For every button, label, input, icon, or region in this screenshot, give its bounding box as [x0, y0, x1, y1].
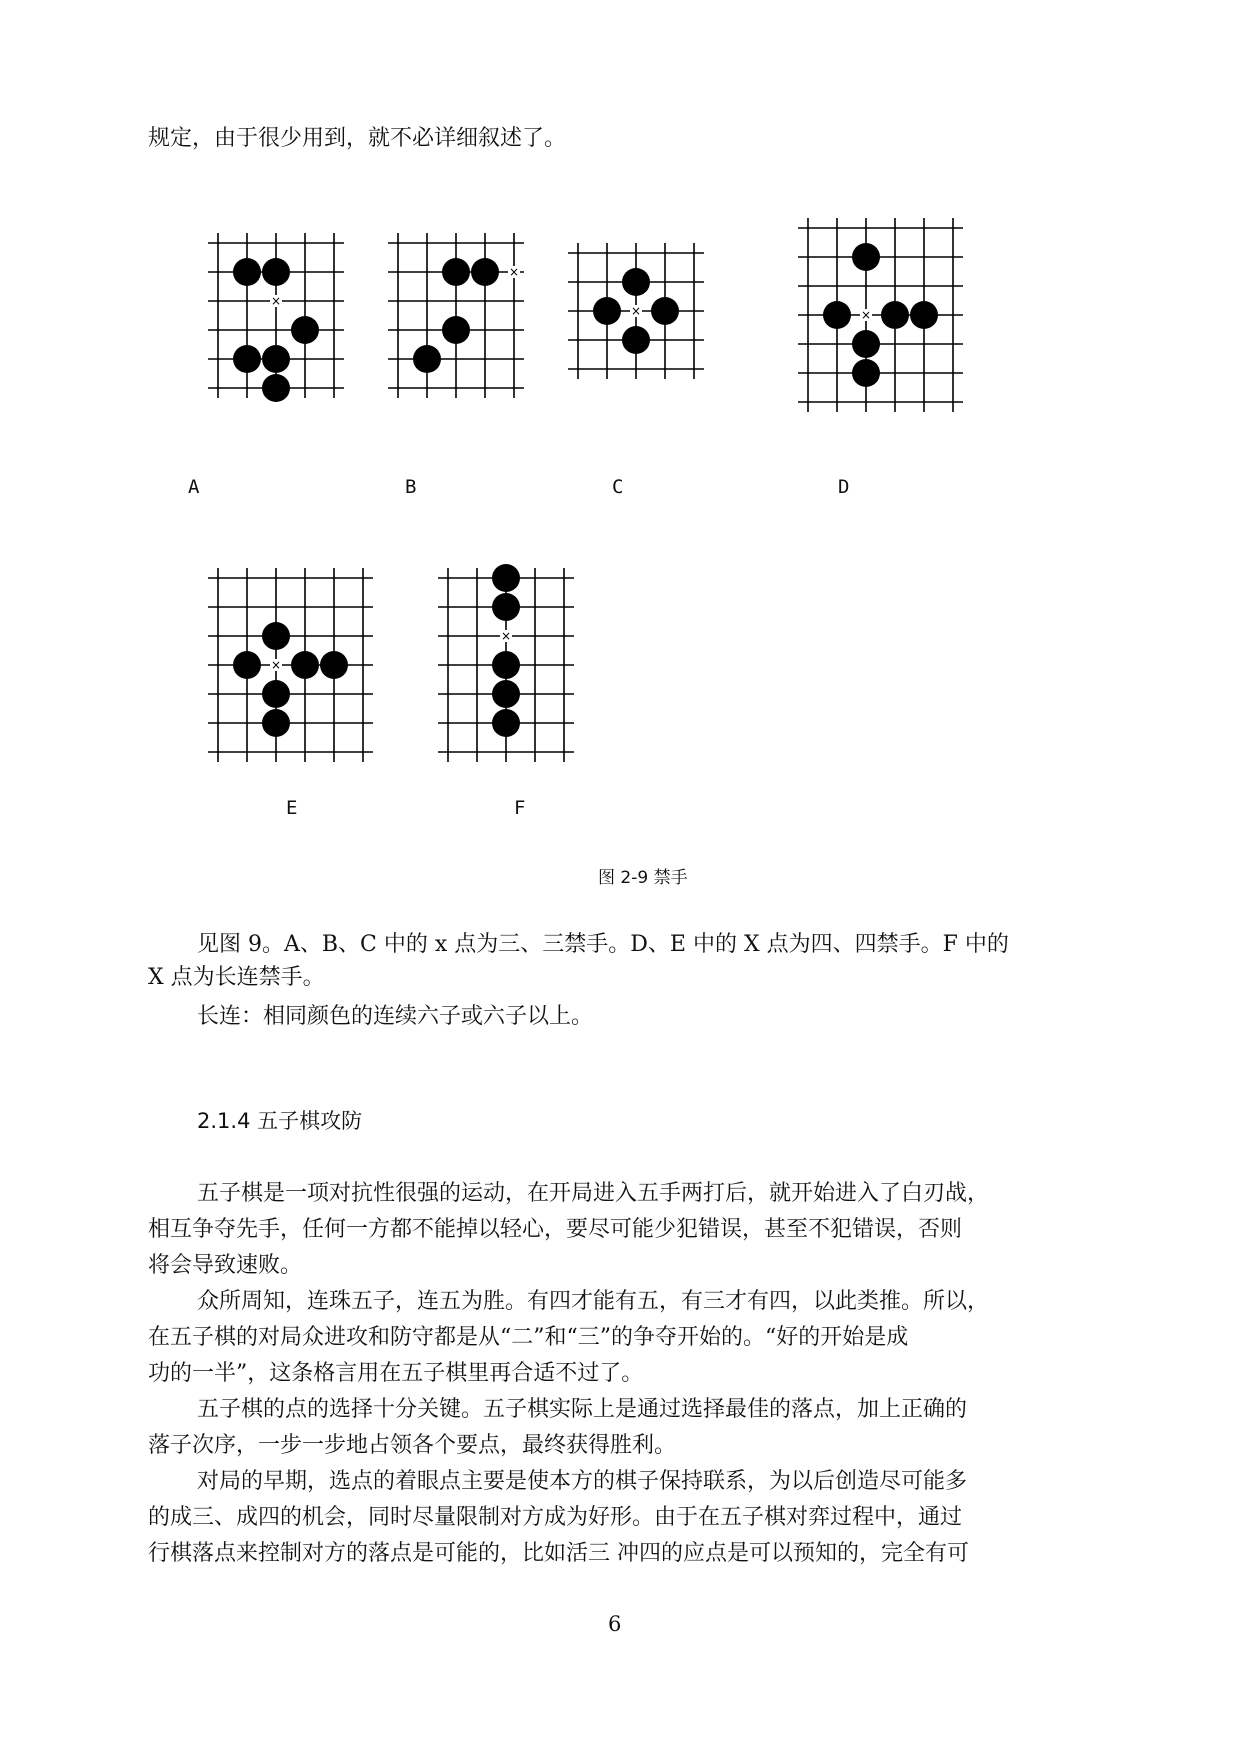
figure-caption: 图 2-9 禁手 [598, 868, 688, 888]
black-stone [442, 258, 470, 286]
section-heading: 2.1.4 五子棋攻防 [197, 1109, 363, 1133]
diagram-label-a: A [188, 476, 200, 498]
body-line: 落子次序，一步一步地占领各个要点，最终获得胜利。 [148, 1433, 677, 1458]
diagram-label-c: C [612, 476, 624, 498]
forbidden-point-mark: × [630, 304, 642, 318]
body-line: 相互争夺先手，任何一方都不能掉以轻心，要尽可能少犯错误，甚至不犯错误，否则 [148, 1217, 963, 1242]
board-diagram-a [200, 225, 352, 406]
diagram-label-b: B [405, 476, 417, 498]
black-stone [291, 651, 319, 679]
black-stone [233, 345, 261, 373]
diagram-label-f: F [514, 797, 526, 819]
black-stone [262, 709, 290, 737]
board-diagram-d [790, 210, 971, 420]
body-line: 将会导致速败。 [148, 1253, 303, 1278]
board-diagram-b [380, 225, 532, 406]
black-stone [852, 359, 880, 387]
black-stone [852, 243, 880, 271]
black-stone [262, 345, 290, 373]
black-stone [291, 316, 319, 344]
black-stone [492, 564, 520, 592]
body-line: 众所周知，连珠五子，连五为胜。有四才能有五，有三才有四，以此类推。所以， [197, 1289, 990, 1314]
black-stone [492, 709, 520, 737]
black-stone [471, 258, 499, 286]
body-line: 五子棋的点的选择十分关键。五子棋实际上是通过选择最佳的落点，加上正确的 [197, 1397, 968, 1422]
forbidden-point-mark: × [508, 265, 520, 279]
black-stone [852, 330, 880, 358]
board-diagram-f [430, 560, 582, 770]
diagram-label-d: D [838, 476, 850, 498]
intro-text: 规定，由于很少用到，就不必详细叙述了。 [148, 126, 567, 151]
black-stone [622, 268, 650, 296]
forbidden-point-mark: × [270, 294, 282, 308]
body-line: 对局的早期，选点的着眼点主要是使本方的棋子保持联系，为以后创造尽可能多 [197, 1469, 968, 1494]
black-stone [492, 651, 520, 679]
diagram-label-e: E [286, 797, 298, 819]
black-stone [233, 651, 261, 679]
page-number: 6 [608, 1612, 622, 1636]
black-stone [262, 374, 290, 402]
black-stone [492, 593, 520, 621]
black-stone [262, 680, 290, 708]
black-stone [622, 326, 650, 354]
black-stone [593, 297, 621, 325]
black-stone [651, 297, 679, 325]
black-stone [320, 651, 348, 679]
paragraph-line: 长连：相同颜色的连续六子或六子以上。 [197, 1004, 594, 1029]
body-line: 的成三、成四的机会，同时尽量限制对方成为好形。由于在五子棋对弈过程中，通过 [148, 1505, 963, 1530]
black-stone [442, 316, 470, 344]
black-stone [413, 345, 441, 373]
board-diagram-c [560, 235, 712, 387]
black-stone [910, 301, 938, 329]
black-stone [262, 258, 290, 286]
black-stone [881, 301, 909, 329]
forbidden-point-mark: × [270, 658, 282, 672]
board-diagram-e [200, 560, 381, 770]
black-stone [823, 301, 851, 329]
black-stone [492, 680, 520, 708]
body-line: 行棋落点来控制对方的落点是可能的，比如活三 冲四的应点是可以预知的，完全有可 [148, 1541, 969, 1566]
black-stone [262, 622, 290, 650]
paragraph-line: X 点为长连禁手。 [148, 965, 325, 990]
body-line: 在五子棋的对局众进攻和防守都是从“二”和“三”的争夺开始的。“好的开始是成 [148, 1325, 909, 1350]
body-line: 五子棋是一项对抗性很强的运动，在开局进入五手两打后，就开始进入了白刃战， [197, 1181, 990, 1206]
body-line: 功的一半”，这条格言用在五子棋里再合适不过了。 [148, 1361, 644, 1386]
black-stone [233, 258, 261, 286]
forbidden-point-mark: × [860, 308, 872, 322]
forbidden-point-mark: × [500, 629, 512, 643]
paragraph-line: 见图 9。A、B、C 中的 x 点为三、三禁手。D、E 中的 X 点为四、四禁手。F 中的 [197, 932, 1009, 957]
